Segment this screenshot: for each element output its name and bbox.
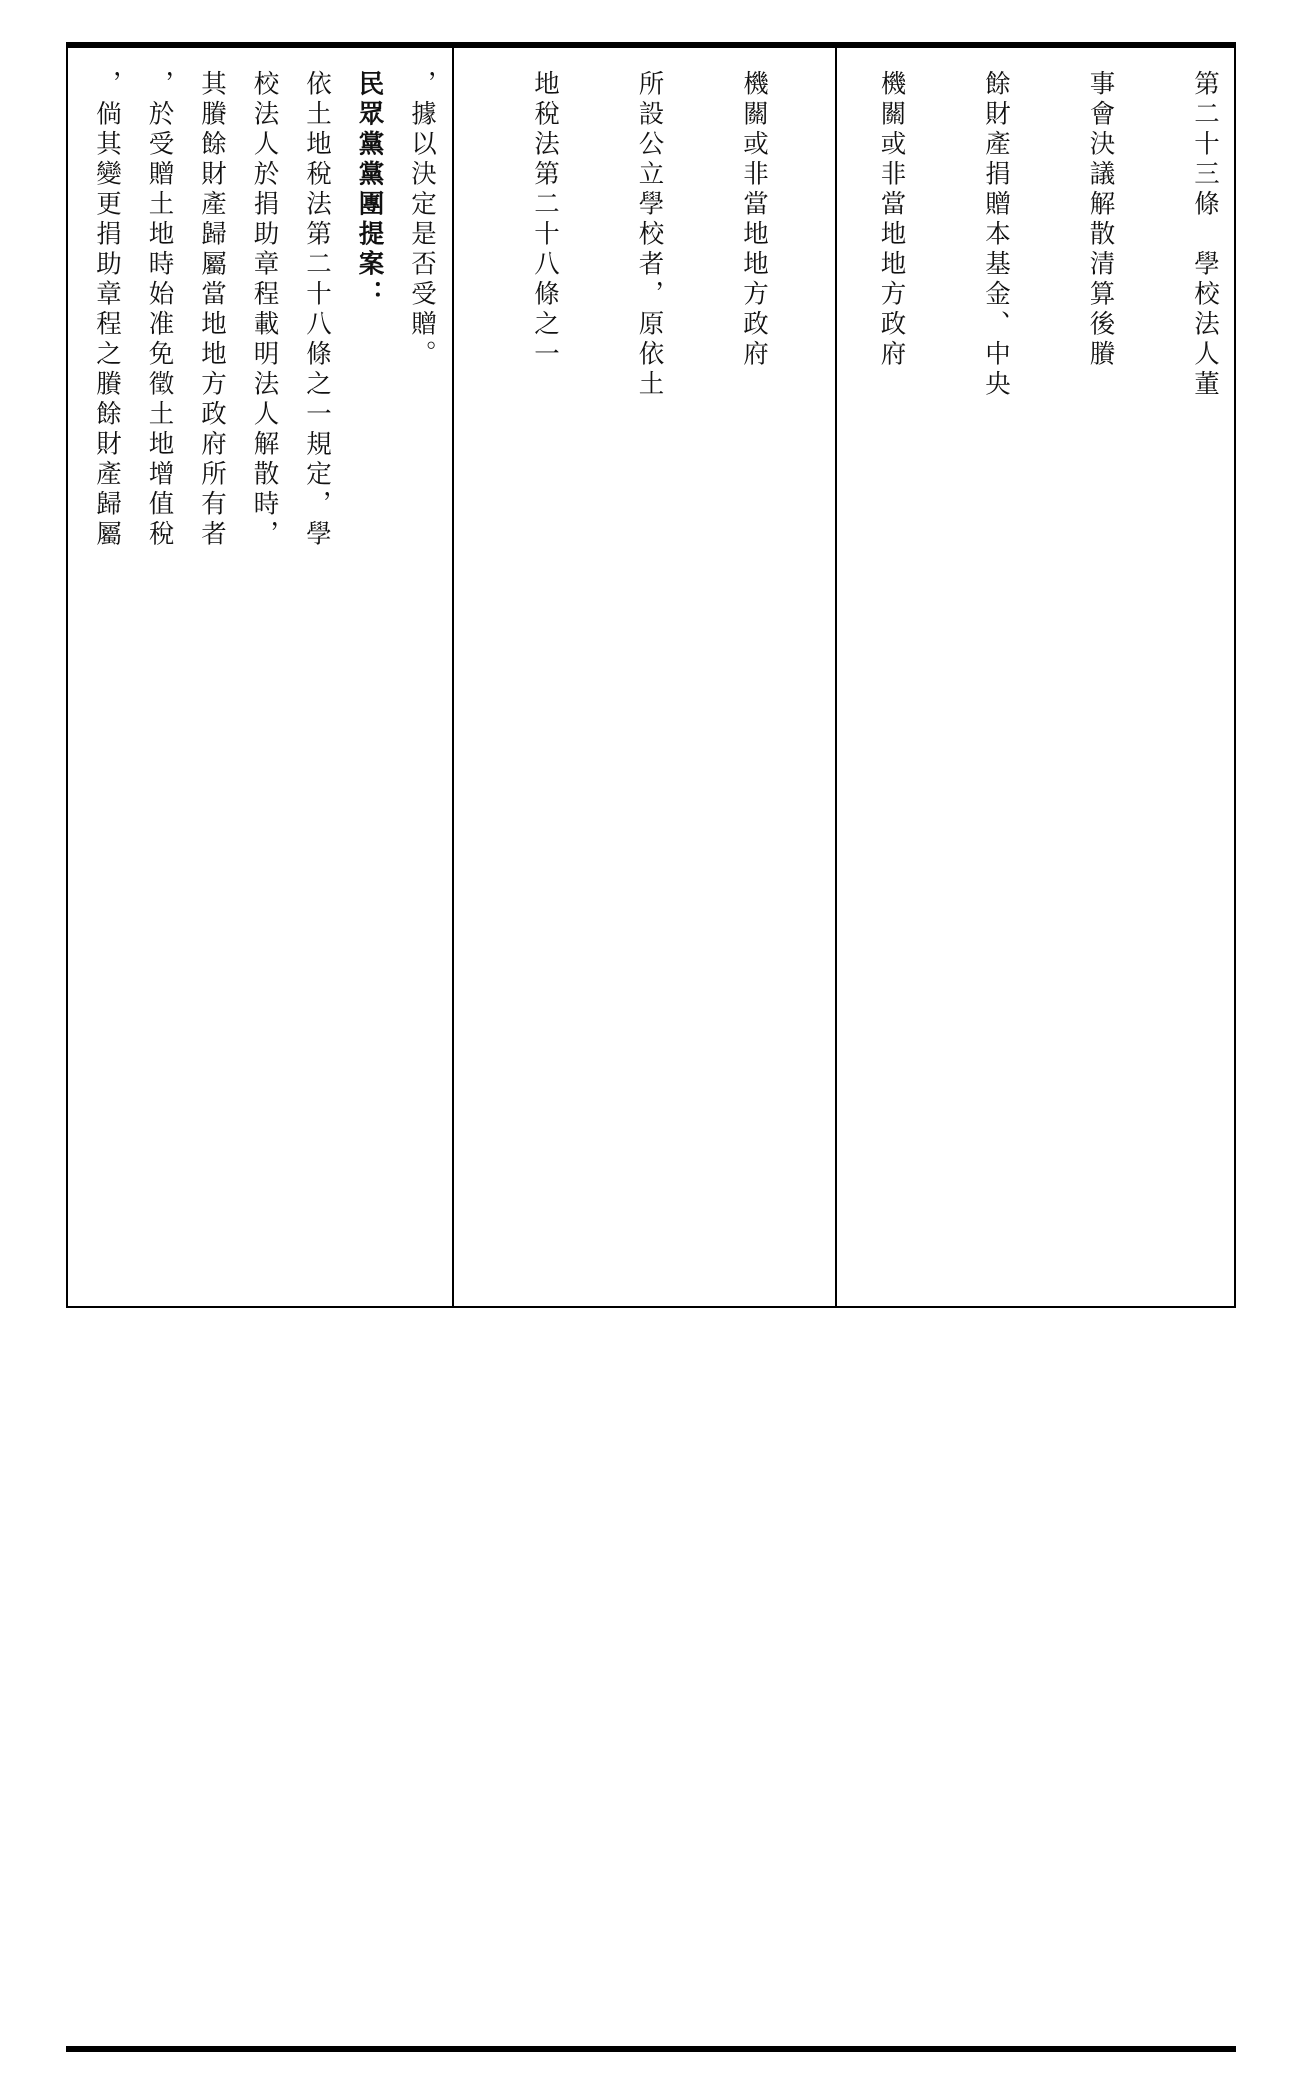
text-line: 機關或非當地地方政府 <box>876 70 907 370</box>
bottom-rule <box>66 2046 1236 2052</box>
text-line: 校法人於捐助章程載明法人解散時， <box>249 70 280 550</box>
mid-rule <box>66 1306 1236 1308</box>
text-line: ，倘其變更捐助章程之賸餘財產歸屬 <box>92 70 122 550</box>
text-line: 所設公立學校者，原依土 <box>634 70 665 400</box>
text-column-right <box>841 52 1231 1302</box>
text-line: 餘財產捐贈本基金、中央 <box>981 70 1011 400</box>
column-divider-2 <box>835 46 837 1306</box>
column-right-border <box>1234 46 1236 1306</box>
text-line: 第二十三條 學校法人董 <box>1190 70 1220 400</box>
text-line: 依土地稅法第二十八條之一規定，學 <box>302 70 332 550</box>
text-line <box>458 70 519 1302</box>
text-line: 機關或非當地地方政府 <box>739 70 769 370</box>
text-line: ，據以決定是否受贈。 <box>407 70 437 370</box>
text-line <box>841 70 865 1302</box>
text-column-left <box>72 52 448 1302</box>
text-line <box>72 70 81 1302</box>
text-line: ，於受贈土地時始准免徵土地增值稅 <box>144 70 175 550</box>
top-rule <box>66 42 1236 48</box>
column-left-border <box>66 46 68 1306</box>
text-line: 其賸餘財產歸屬當地地方政府所有者 <box>197 70 227 550</box>
text-column-middle <box>458 52 832 1302</box>
section-heading: 民眾黨黨團提案： <box>354 70 385 310</box>
text-line: 地稅法第二十八條之一 <box>530 70 560 370</box>
text-line: 事會決議解散清算後賸 <box>1085 70 1116 370</box>
column-divider-1 <box>452 46 454 1306</box>
